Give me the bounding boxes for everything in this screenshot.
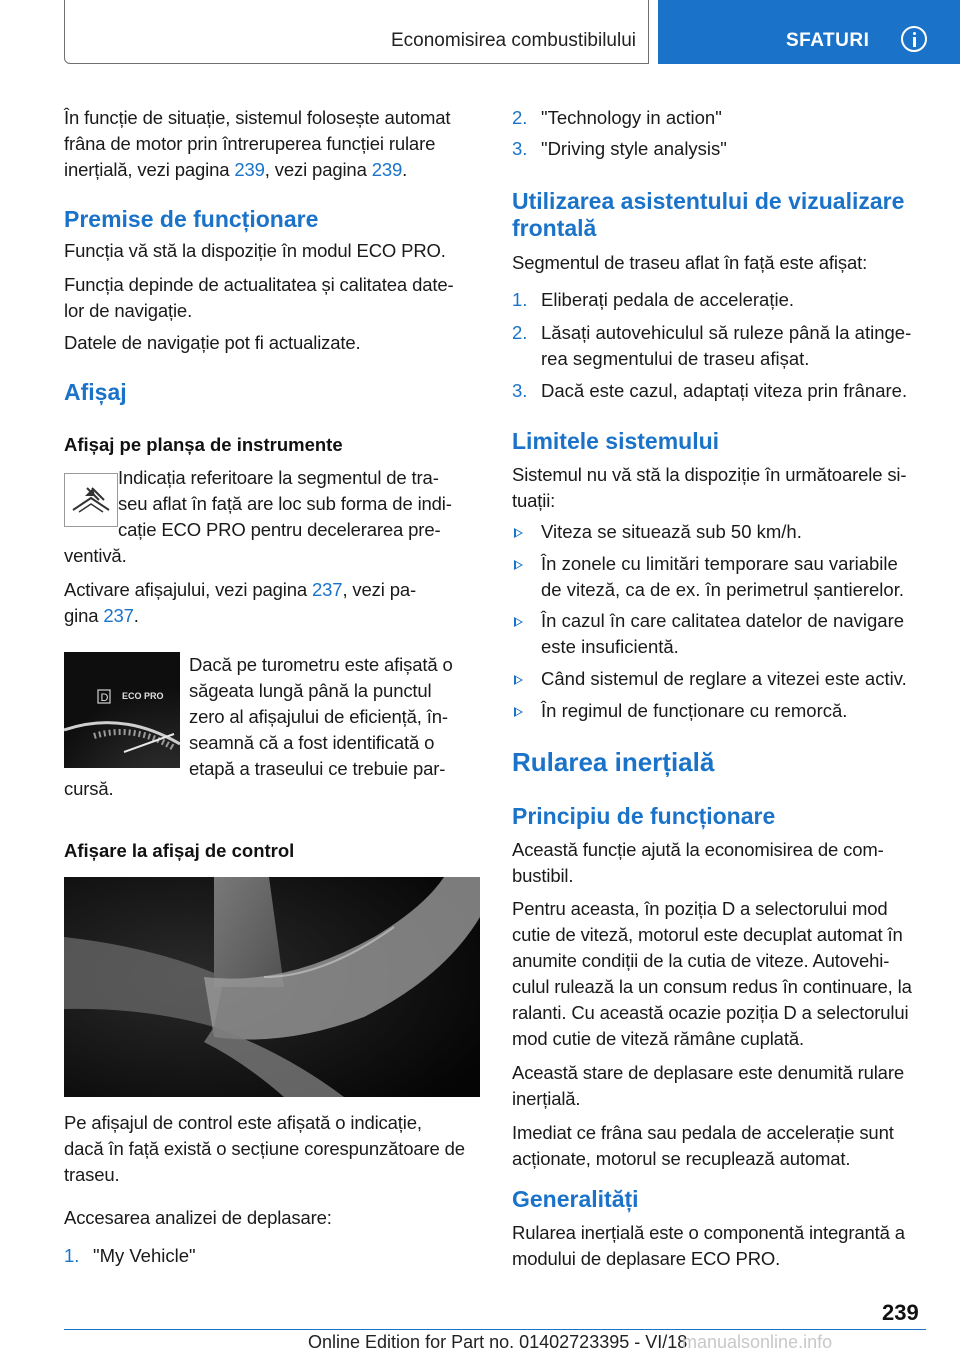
access-analysis-text: Accesarea analizei de deplasare: — [64, 1207, 332, 1228]
coasting-p2-line1: Pentru aceasta, în poziția D a selectorului mod — [512, 898, 888, 919]
page-link[interactable]: 237 — [103, 605, 134, 626]
limits-intro-line2: tuații: — [512, 490, 556, 511]
afisaj-para3-line3: traseu. — [64, 1164, 120, 1185]
coasting-p5-line1: Rularea inerțială este o componentă integrantă a — [512, 1222, 905, 1243]
heading-general: Generalități — [512, 1186, 639, 1212]
page-link[interactable]: 239 — [234, 159, 265, 180]
limits-intro-line1: Sistemul nu vă stă la dispoziție în următoarele si- — [512, 464, 907, 485]
afisaj-para2-line3: zero al afișajului de eficiență, în- — [189, 706, 448, 727]
bullet-arrow-icon — [514, 675, 523, 685]
premise-p3: Datele de navigație pot fi actualizate. — [64, 332, 361, 353]
header-tab-box[interactable] — [658, 0, 960, 64]
coasting-p3-line2: inerțială. — [512, 1088, 581, 1109]
page-number: 239 — [882, 1300, 919, 1325]
control-display-road-image — [64, 877, 480, 1097]
intro-line-3: inerțială, vezi pagina 239, vezi pagina 239. — [64, 159, 408, 180]
list-item: Când sistemul de reglare a vitezei este activ. — [512, 666, 932, 692]
afisaj-para2-line4: seamnă că a fost identificată o — [189, 732, 435, 753]
coasting-p2-line5: ralanti. Cu această ocazie poziția D a selectorului — [512, 1002, 909, 1023]
heading-hud-line2: frontală — [512, 215, 597, 241]
footer-divider — [64, 1329, 926, 1330]
coasting-p3-line1: Această stare de deplasare este denumită rulare — [512, 1062, 904, 1083]
bullet-arrow-icon — [514, 707, 523, 717]
heading-limits: Limitele sistemului — [512, 428, 720, 454]
deceleration-road-icon — [64, 473, 118, 527]
intro-line-2: frâna de motor prin întreruperea funcției rulare — [64, 133, 436, 154]
list-item: 1. "My Vehicle" — [64, 1245, 196, 1266]
heading-premise: Premise de funcționare — [64, 206, 319, 232]
page-link[interactable]: 237 — [312, 579, 343, 600]
tab-sfaturi[interactable]: SFATURI — [786, 30, 870, 51]
list-item: 2. "Technology in action" — [512, 107, 722, 128]
heading-principle: Principiu de funcționare — [512, 803, 776, 829]
subheading-instrument-cluster: Afișaj pe planșa de instrumente — [64, 434, 343, 455]
list-item: În cazul în care calitatea datelor de navigare este insuficientă. — [512, 608, 932, 660]
afisaj-para1-line4: ventivă. — [64, 545, 127, 566]
afisaj-para2-line2: săgeata lungă până la punctul — [189, 680, 432, 701]
premise-p2-line1: Funcția depinde de actualitatea și calitatea date- — [64, 274, 454, 295]
coasting-p2-line4: culul rulează la un consum redus în continuare, la — [512, 976, 912, 997]
afisaj-para1-line3: cație ECO PRO pentru decelerarea pre- — [118, 519, 441, 540]
heading-coasting: Rularea inerțială — [512, 747, 715, 777]
gauge-gear-label: D — [100, 692, 109, 704]
list-item: În zonele cu limitări temporare sau variabile de viteză, ca de ex. în perimetrul șantierelor. — [512, 551, 932, 603]
activation-line-1: Activare afișajului, vezi pagina 237, vezi pa- — [64, 579, 417, 600]
gauge-mode-label: ECO PRO — [122, 691, 164, 701]
afisaj-para2-line1: Dacă pe turometru este afișată o — [189, 654, 453, 675]
bullet-arrow-icon — [514, 560, 523, 570]
list-item: 1. Eliberați pedala de accelerație. — [512, 289, 794, 310]
watermark-text: manualsonline.info — [682, 1332, 833, 1352]
coasting-p1-line1: Această funcție ajută la economisirea de com- — [512, 839, 884, 860]
list-item: 2. Lăsați autovehiculul să ruleze până la atinge- rea segmentului de traseu afișat. — [512, 322, 912, 369]
coasting-p2-line3: anumite condiții de la cutia de viteze. Autovehi- — [512, 950, 890, 971]
coasting-p1-line2: bustibil. — [512, 865, 574, 886]
page-link[interactable]: 239 — [371, 159, 403, 180]
list-item: Viteza se situează sub 50 km/h. — [512, 519, 932, 545]
intro-line-1: În funcție de situație, sistemul folosește automat — [64, 107, 451, 128]
afisaj-para2-line6: cursă. — [64, 778, 114, 799]
afisaj-para3-line2: dacă în față există o secțiune corespunzătoare de — [64, 1138, 465, 1159]
info-icon[interactable] — [901, 26, 927, 52]
heading-hud-line1: Utilizarea asistentului de vizualizare — [512, 188, 905, 214]
afisaj-para2-line5: etapă a traseului ce trebuie par- — [189, 758, 446, 779]
premise-p1: Funcția vă stă la dispoziție în modul ECO PRO. — [64, 240, 446, 261]
afisaj-para1-line2: seu aflat în față are loc sub forma de indi- — [118, 493, 452, 514]
list-item: 3. Dacă este cazul, adaptați viteza prin frânare. — [512, 380, 908, 401]
coasting-p5-line2: modului de deplasare ECO PRO. — [512, 1248, 781, 1269]
section-title: Economisirea combustibilului — [391, 30, 636, 51]
header-section-box — [64, 0, 649, 64]
heading-afisaj: Afișaj — [64, 379, 127, 405]
bullet-arrow-icon — [514, 528, 523, 538]
premise-p2-line2: lor de navigație. — [64, 300, 193, 321]
bullet-arrow-icon — [514, 617, 523, 627]
coasting-p2-line6: mod cutie de viteză rămâne cuplată. — [512, 1028, 804, 1049]
afisaj-para3-line1: Pe afișajul de control este afișată o indicație, — [64, 1112, 422, 1133]
hud-intro: Segmentul de traseu aflat în față este afișat: — [512, 252, 868, 273]
tachometer-eco-image — [64, 652, 180, 768]
coasting-p4-line2: acționate, motorul se recuplează automat. — [512, 1148, 851, 1169]
activation-line-2: gina 237. — [64, 605, 139, 626]
list-item: În regimul de funcționare cu remorcă. — [512, 698, 932, 724]
list-item: 3. "Driving style analysis" — [512, 138, 727, 159]
afisaj-para1-line1: Indicația referitoare la segmentul de tra- — [118, 467, 439, 488]
coasting-p2-line2: cutie de viteză, motorul este decuplat automat în — [512, 924, 903, 945]
subheading-control-display: Afișare la afișaj de control — [64, 840, 295, 861]
coasting-p4-line1: Imediat ce frâna sau pedala de accelerație sunt — [512, 1122, 894, 1143]
edition-text: Online Edition for Part no. 01402723395 - VI/18 — [308, 1332, 688, 1352]
